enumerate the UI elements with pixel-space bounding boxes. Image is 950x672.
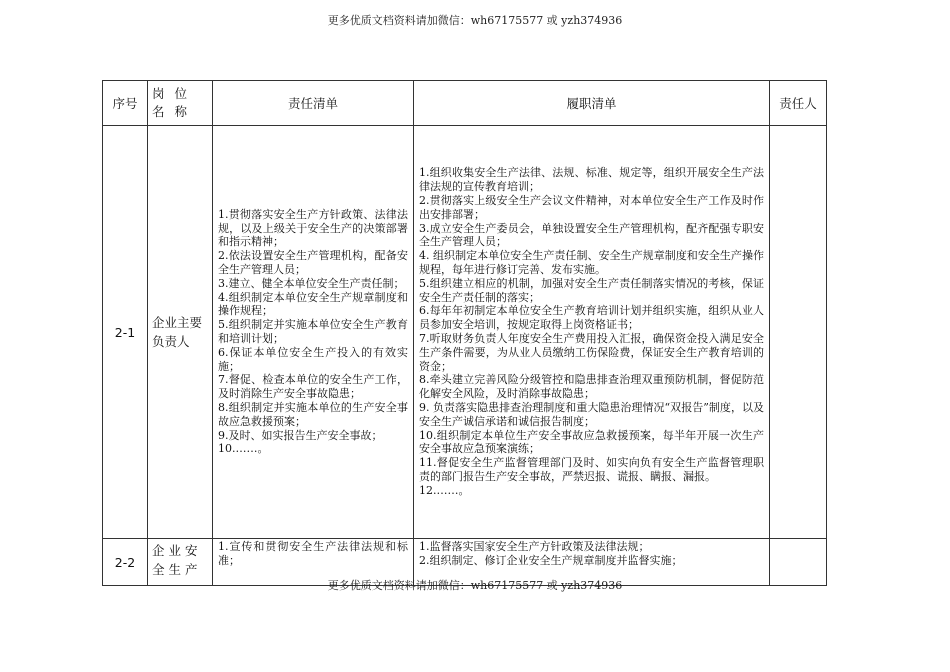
header-duties: 责任清单	[213, 81, 414, 126]
duty-item: 3.建立、健全本单位安全生产责任制；	[218, 276, 405, 290]
performance-item: 2.贯彻落实上级安全生产会议文件精神，对本单位安全生产工作及时作出安排部署；	[419, 194, 764, 221]
duty-table	[102, 80, 827, 586]
header-performance: 履职清单	[414, 81, 770, 126]
duty-item: 4.组织制定本单位安全生产规章制度和操作规程；	[218, 290, 408, 318]
duty-item: 9.及时、如实报告生产安全事故；	[218, 428, 383, 442]
duty-item: 1.宣传和贯彻安全生产法律法规和标准；	[218, 540, 408, 567]
duty-item: 6.保证本单位安全生产投入的有效实施；	[218, 345, 408, 373]
performance-item: 5.组织建立相应的机制，加强对安全生产责任制落实情况的考核，保证安全生产责任制的落实；	[419, 276, 764, 304]
row-role-text: 企 业 安 全 生 产	[152, 543, 198, 577]
performance-item: 3.成立安全生产委员会，单独设置安全生产管理机构，配齐配强专职安全生产管理人员；	[419, 221, 764, 249]
performance-item: 1.监督落实国家安全生产方针政策及法律法规；	[419, 540, 650, 553]
performance-item: 10.组织制定本单位生产安全事故应急救援预案，每半年开展一次生产安全事故应急预案演练；	[419, 428, 764, 456]
performance-item: 12.……。	[419, 483, 470, 497]
row-seq: 2-1	[103, 126, 148, 539]
performance-item: 7.听取财务负责人年度安全生产费用投入汇报，确保资金投入满足安全生产条件需要，为从业人员缴纳工伤保险费，保证安全生产教育培训的资金；	[419, 332, 764, 373]
table-row	[103, 126, 827, 539]
duty-item: 5.组织制定并实施本单位安全生产教育和培训计划；	[218, 318, 408, 345]
duty-item: 1.贯彻落实安全生产方针政策、法律法规，以及上级关于安全生产的决策部署和指示精神；	[218, 207, 408, 249]
duty-item: 7.督促、检查本单位的安全生产工作，及时消除生产安全事故隐患；	[218, 373, 408, 401]
duty-item: 8.组织制定并实施本单位的生产安全事故应急救援预案；	[218, 400, 408, 428]
row-responsible	[770, 126, 827, 539]
row-duties	[213, 126, 414, 539]
duty-item: 2.依法设置安全生产管理机构，配备安全生产管理人员；	[218, 249, 408, 277]
row-role: 企业主要负责人	[148, 126, 213, 539]
performance-item: 1.组织收集安全生产法律、法规、标准、规定等，组织开展安全生产法律法规的宣传教育培训；	[419, 166, 764, 194]
header-note: 更多优质文档资料请加微信：wh67175577 或 yzh374936	[327, 14, 623, 27]
performance-item: 11.督促安全生产监督管理部门及时、如实向负有安全生产监督管理职责的部门报告生产安全事故，严禁迟报、谎报、瞒报、漏报。	[419, 456, 764, 483]
performance-item: 6.每年年初制定本单位安全生产教育培训计划并组织实施，组织从业人员参加安全培训，按规定取得上岗资格证书；	[419, 304, 764, 332]
performance-item: 9. 负责落实隐患排查治理制度和重大隐患治理情况“双报告”制度，以及安全生产诚信承诺和诚信报告制度；	[419, 400, 764, 428]
performance-item: 2.组织制定、修订企业安全生产规章制度并监督实施；	[419, 553, 683, 567]
row-duties-wrap	[218, 540, 408, 582]
header-role: 岗 位 名 称	[148, 81, 213, 126]
header-responsible: 责任人	[770, 81, 827, 126]
performance-item: 8.牵头建立完善风险分级管控和隐患排查治理双重预防机制，督促防范化解安全风险，及时消除事故隐患；	[419, 373, 764, 401]
performance-item: 4. 组织制定本单位安全生产责任制、安全生产规章制度和安全生产操作规程，每年进行修订完善、发布实施。	[419, 249, 764, 277]
footer-note: 更多优质文档资料请加微信：wh67175577 或 yzh374936	[327, 579, 623, 592]
row-seq: 2-2	[103, 539, 148, 586]
table-header-row	[103, 81, 827, 126]
row-performance-wrap	[419, 540, 764, 582]
header-seq: 序号	[103, 81, 148, 126]
duty-item: 10.……。	[218, 442, 269, 456]
row-performance	[414, 126, 770, 539]
